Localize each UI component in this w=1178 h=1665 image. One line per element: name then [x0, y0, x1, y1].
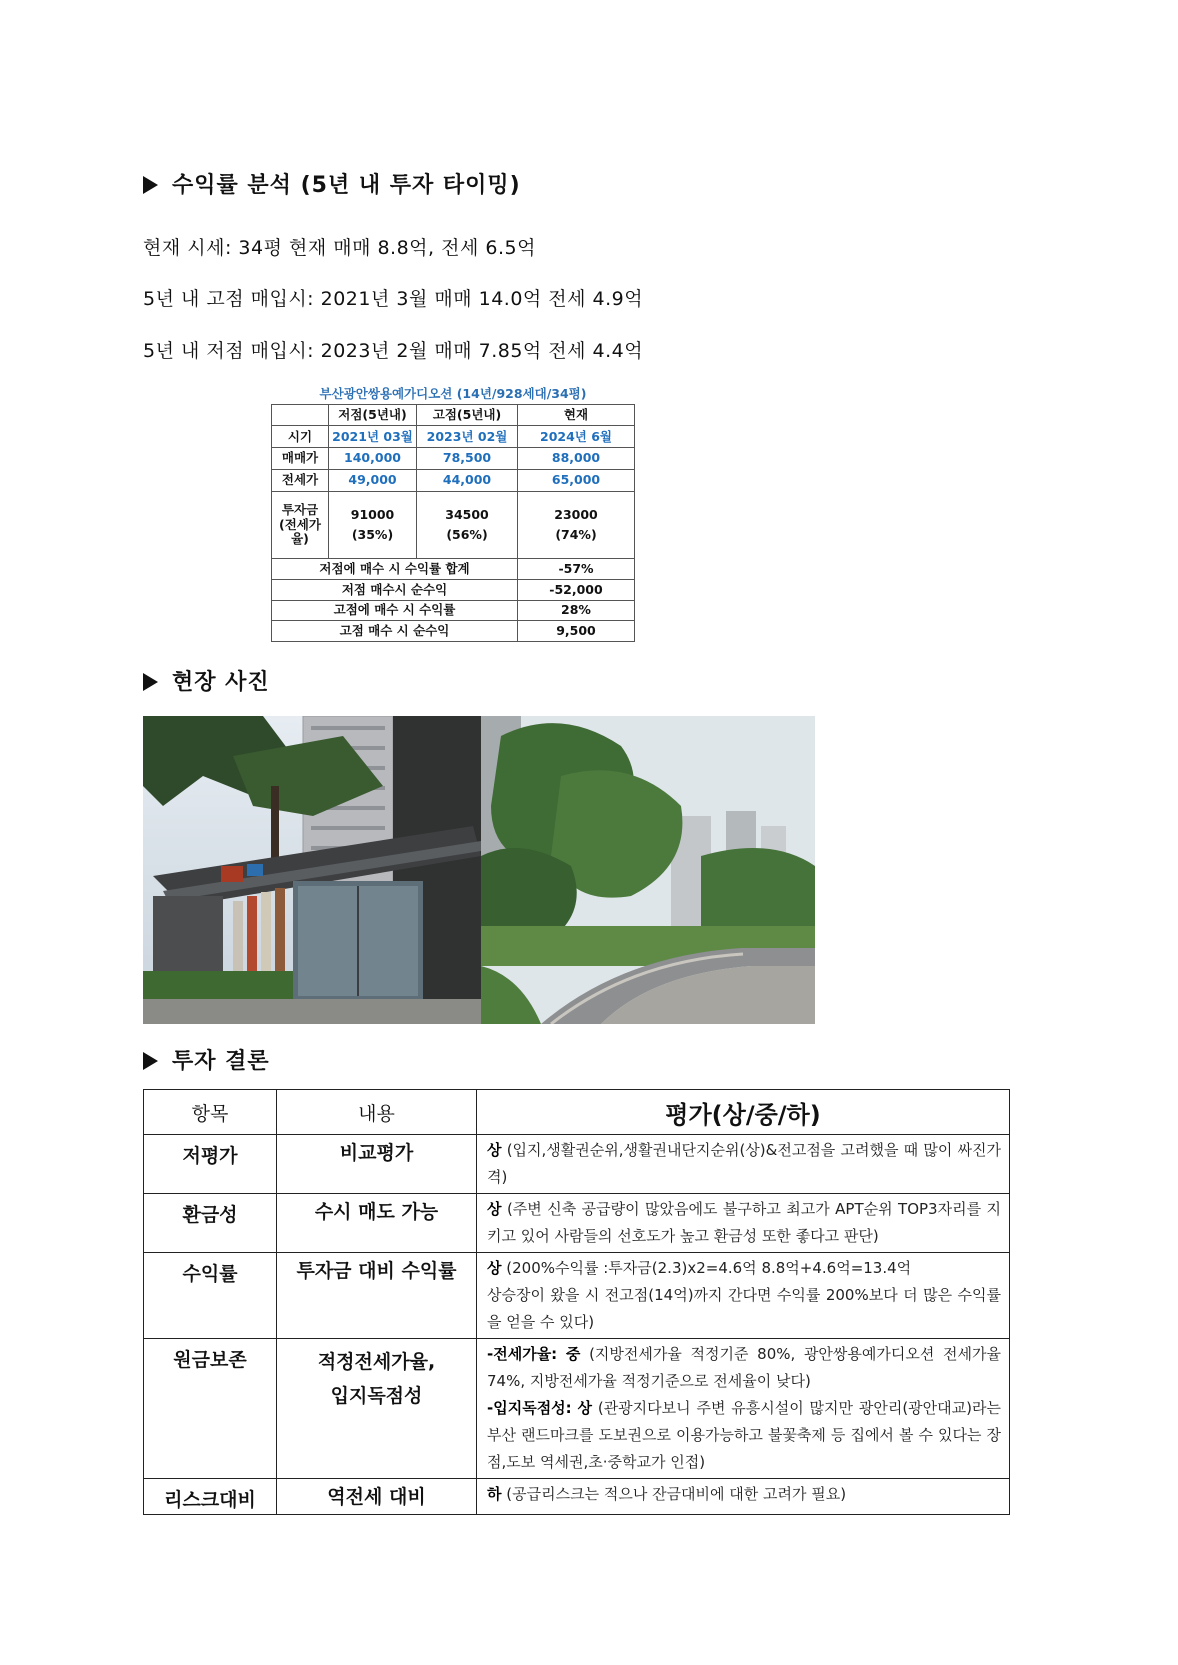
grade-label: 상 — [487, 1200, 502, 1218]
row-content: 투자금 대비 수익률 — [277, 1253, 477, 1339]
content-line: 입지독점성 — [330, 1385, 423, 1407]
section-title: 수익률 분석 (5년 내 투자 타이밍) — [172, 173, 521, 198]
row-item: 원금보존 — [144, 1339, 277, 1479]
cell: 78,500 — [417, 448, 518, 470]
evaluation-text: (관광지다보니 주변 유흥시설이 많지만 광안리(광안대교)라는 부산 랜드마크를 도보권으로 이용가능하고 불꽃축제 등 집에서 볼 수 있다는 장점,도보 역세권,초·중학교가 인접) — [487, 1399, 1001, 1471]
header-grade: 평가(상/중/하) — [477, 1090, 1010, 1135]
invest-amount: 34500 — [445, 506, 489, 522]
evaluation-text: (200%수익률 :투자금(2.3)x2=4.6억 8.8억+4.6억=13.4억 — [506, 1259, 912, 1277]
cell: 49,000 — [329, 469, 417, 491]
row-evaluation — [477, 1135, 1010, 1194]
row-evaluation — [477, 1194, 1010, 1253]
cell: 88,000 — [518, 448, 635, 470]
summary-value: 9,500 — [518, 621, 635, 642]
row-item: 수익률 — [144, 1253, 277, 1339]
row-evaluation — [477, 1339, 1010, 1479]
grade-label: 중 — [565, 1345, 581, 1363]
invest-cell — [518, 491, 635, 559]
conclusion-table — [143, 1089, 1010, 1515]
evaluation-paragraph — [487, 1395, 1001, 1476]
header-cell: 고점(5년내) — [417, 404, 518, 426]
criterion-label: -전세가율: — [487, 1345, 558, 1363]
corner-cell — [272, 404, 329, 426]
section-title: 현장 사진 — [172, 670, 270, 695]
grade-label: 상 — [487, 1259, 502, 1277]
invest-cell — [329, 491, 417, 559]
cell: 2024년 6월 — [518, 426, 635, 448]
invest-label-line: (전세가 — [279, 516, 321, 532]
evaluation-text: 상승장이 왔을 시 전고점(14억)까지 간다면 수익률 200%보다 더 많은 수익률을 얻을 수 있다) — [487, 1286, 1001, 1331]
summary-label: 고점에 매수 시 수익률 — [272, 600, 518, 621]
low-price-line: 5년 내 저점 매입시: 2023년 2월 매매 7.85억 전세 4.4억 — [143, 340, 644, 362]
cell: 2021년 03월 — [329, 426, 417, 448]
section-heading-conclusion — [143, 1044, 270, 1075]
criterion-label: -입지독점성: — [487, 1399, 572, 1417]
invest-ratio: (35%) — [351, 526, 394, 542]
evaluation-text: (공급리스크는 적으나 잔금대비에 대한 고려가 필요) — [506, 1485, 847, 1503]
section-heading-profit — [143, 168, 521, 199]
row-content — [277, 1339, 477, 1479]
site-photo-gate — [143, 716, 481, 1024]
evaluation-text: (입지,생활권순위,생활권내단지순위(상)&전고점을 고려했을 때 많이 싸진가격) — [487, 1141, 1001, 1186]
section-title: 투자 결론 — [172, 1049, 270, 1074]
cell: 140,000 — [329, 448, 417, 470]
summary-label: 저점에 매수 시 수익률 합계 — [272, 559, 518, 580]
row-item: 저평가 — [144, 1135, 277, 1194]
table-caption: 부산광안쌍용예가디오션 (14년/928세대/34평) — [272, 384, 635, 404]
row-item: 환금성 — [144, 1194, 277, 1253]
cell: 2023년 02월 — [417, 426, 518, 448]
row-label: 전세가 — [272, 469, 329, 491]
header-content: 내용 — [277, 1090, 477, 1135]
evaluation-paragraph — [487, 1341, 1001, 1395]
row-item: 리스크대비 — [144, 1479, 277, 1515]
high-price-line: 5년 내 고점 매입시: 2021년 3월 매매 14.0억 전세 4.9억 — [143, 288, 644, 310]
invest-label-line: 투자금 — [281, 502, 319, 518]
summary-label: 저점 매수시 순수익 — [272, 579, 518, 600]
summary-value: -57% — [518, 559, 635, 580]
header-item: 항목 — [144, 1090, 277, 1135]
summary-value: 28% — [518, 600, 635, 621]
header-cell: 현재 — [518, 404, 635, 426]
row-evaluation — [477, 1253, 1010, 1339]
invest-ratio: (74%) — [555, 526, 597, 542]
triangle-bullet-icon — [143, 673, 158, 691]
cell: 44,000 — [417, 469, 518, 491]
row-content: 역전세 대비 — [277, 1479, 477, 1515]
site-photo-walkway — [481, 716, 815, 1024]
invest-ratio: (56%) — [446, 526, 488, 542]
evaluation-text: (지방전세가율 적정기준 80%, 광안쌍용예가디오션 전세가율 74%, 지방전세가율 적정기준으로 전세율이 낮다) — [487, 1345, 1001, 1390]
content-line: 적정전세가율, — [317, 1351, 436, 1373]
row-evaluation — [477, 1479, 1010, 1515]
invest-label — [272, 491, 329, 559]
current-price-line: 현재 시세: 34평 현재 매매 8.8억, 전세 6.5억 — [143, 237, 536, 259]
triangle-bullet-icon — [143, 1052, 158, 1070]
section-heading-photos — [143, 665, 270, 696]
invest-cell — [417, 491, 518, 559]
summary-value: -52,000 — [518, 579, 635, 600]
header-cell: 저점(5년내) — [329, 404, 417, 426]
price-comparison-table — [271, 384, 635, 642]
row-content: 비교평가 — [277, 1135, 477, 1194]
invest-label-line: 율) — [291, 531, 309, 547]
row-content: 수시 매도 가능 — [277, 1194, 477, 1253]
invest-amount: 23000 — [554, 506, 598, 522]
invest-amount: 91000 — [350, 506, 395, 522]
summary-label: 고점 매수 시 순수익 — [272, 621, 518, 642]
triangle-bullet-icon — [143, 176, 158, 194]
evaluation-text: (주변 신축 공급량이 많았음에도 불구하고 최고가 APT순위 TOP3자리를 지키고 있어 사람들의 선호도가 높고 환금성 또한 좋다고 판단) — [487, 1200, 1001, 1245]
grade-label: 상 — [577, 1399, 593, 1417]
row-label: 시기 — [272, 426, 329, 448]
grade-label: 하 — [487, 1485, 502, 1503]
cell: 65,000 — [518, 469, 635, 491]
grade-label: 상 — [487, 1141, 502, 1159]
row-label: 매매가 — [272, 448, 329, 470]
